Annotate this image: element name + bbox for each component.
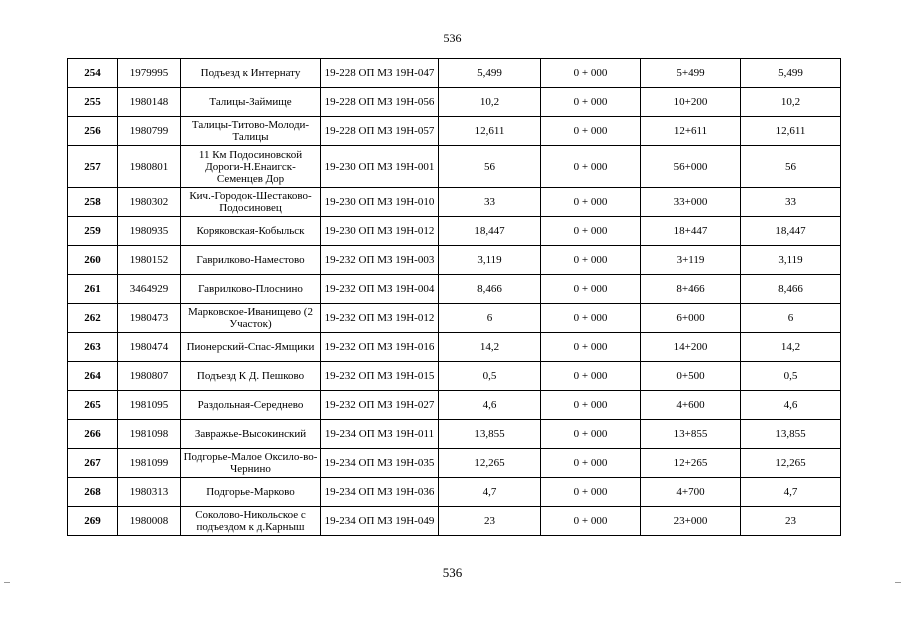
- road-id-cell: 1979995: [118, 59, 181, 88]
- end-km-cell: 3+119: [641, 246, 741, 275]
- start-km-cell: 0 + 000: [541, 88, 641, 117]
- road-id-cell: 1980799: [118, 117, 181, 146]
- end-km-cell: 56+000: [641, 146, 741, 188]
- road-code-cell: 19-228 ОП МЗ 19Н-056: [321, 88, 439, 117]
- end-km-cell: 23+000: [641, 507, 741, 536]
- row-number-cell: 262: [68, 304, 118, 333]
- length-cell: 33: [439, 188, 541, 217]
- road-name-cell: Пионерский-Спас-Ямщики: [181, 333, 321, 362]
- row-number-cell: 254: [68, 59, 118, 88]
- end-km-cell: 12+611: [641, 117, 741, 146]
- table-row: [68, 362, 841, 391]
- road-id-cell: 1980935: [118, 217, 181, 246]
- road-name-cell: Раздольная-Середнево: [181, 391, 321, 420]
- total-length-cell: 6: [741, 304, 841, 333]
- road-id-cell: 1980807: [118, 362, 181, 391]
- page-number-top: 536: [443, 31, 462, 45]
- road-code-cell: 19-230 ОП МЗ 19Н-010: [321, 188, 439, 217]
- road-id-cell: 1981095: [118, 391, 181, 420]
- total-length-cell: 10,2: [741, 88, 841, 117]
- end-km-cell: 4+600: [641, 391, 741, 420]
- start-km-cell: 0 + 000: [541, 362, 641, 391]
- table-row: [68, 391, 841, 420]
- total-length-cell: 3,119: [741, 246, 841, 275]
- total-length-cell: 13,855: [741, 420, 841, 449]
- road-code-cell: 19-234 ОП МЗ 19Н-036: [321, 478, 439, 507]
- end-km-cell: 12+265: [641, 449, 741, 478]
- page-number-bottom: 536: [442, 565, 463, 580]
- left-edge-mark: [4, 582, 10, 583]
- row-number-cell: 263: [68, 333, 118, 362]
- total-length-cell: 56: [741, 146, 841, 188]
- table-row: [68, 507, 841, 536]
- end-km-cell: 33+000: [641, 188, 741, 217]
- start-km-cell: 0 + 000: [541, 188, 641, 217]
- road-name-cell: Соколово-Никольское с подъездом к д.Карныш: [181, 507, 321, 536]
- total-length-cell: 4,7: [741, 478, 841, 507]
- start-km-cell: 0 + 000: [541, 146, 641, 188]
- road-code-cell: 19-232 ОП МЗ 19Н-012: [321, 304, 439, 333]
- start-km-cell: 0 + 000: [541, 59, 641, 88]
- table-row: [68, 420, 841, 449]
- start-km-cell: 0 + 000: [541, 304, 641, 333]
- start-km-cell: 0 + 000: [541, 507, 641, 536]
- row-number-cell: 266: [68, 420, 118, 449]
- length-cell: 23: [439, 507, 541, 536]
- road-name-cell: Завражье-Высокинский: [181, 420, 321, 449]
- total-length-cell: 12,265: [741, 449, 841, 478]
- road-id-cell: 1980152: [118, 246, 181, 275]
- roads-table: [67, 58, 841, 536]
- table-row: [68, 275, 841, 304]
- row-number-cell: 255: [68, 88, 118, 117]
- row-number-cell: 267: [68, 449, 118, 478]
- road-name-cell: Марковское-Иванищево (2 Участок): [181, 304, 321, 333]
- table-row: [68, 304, 841, 333]
- road-code-cell: 19-232 ОП МЗ 19Н-027: [321, 391, 439, 420]
- start-km-cell: 0 + 000: [541, 217, 641, 246]
- road-code-cell: 19-232 ОП МЗ 19Н-016: [321, 333, 439, 362]
- end-km-cell: 5+499: [641, 59, 741, 88]
- row-number-cell: 261: [68, 275, 118, 304]
- total-length-cell: 8,466: [741, 275, 841, 304]
- row-number-cell: 256: [68, 117, 118, 146]
- road-id-cell: 1980008: [118, 507, 181, 536]
- total-length-cell: 0,5: [741, 362, 841, 391]
- length-cell: 56: [439, 146, 541, 188]
- road-id-cell: 3464929: [118, 275, 181, 304]
- road-name-cell: Подгорье-Малое Оксило-во-Чернино: [181, 449, 321, 478]
- road-id-cell: 1981098: [118, 420, 181, 449]
- length-cell: 12,611: [439, 117, 541, 146]
- road-code-cell: 19-232 ОП МЗ 19Н-004: [321, 275, 439, 304]
- road-id-cell: 1980148: [118, 88, 181, 117]
- road-id-cell: 1980313: [118, 478, 181, 507]
- total-length-cell: 18,447: [741, 217, 841, 246]
- length-cell: 10,2: [439, 88, 541, 117]
- end-km-cell: 13+855: [641, 420, 741, 449]
- road-name-cell: 11 Км Подосиновской Дороги-Н.Енаигск-Семенцев Дор: [181, 146, 321, 188]
- road-code-cell: 19-234 ОП МЗ 19Н-035: [321, 449, 439, 478]
- end-km-cell: 8+466: [641, 275, 741, 304]
- length-cell: 4,7: [439, 478, 541, 507]
- table-row: [68, 117, 841, 146]
- total-length-cell: 12,611: [741, 117, 841, 146]
- start-km-cell: 0 + 000: [541, 117, 641, 146]
- road-id-cell: 1981099: [118, 449, 181, 478]
- row-number-cell: 260: [68, 246, 118, 275]
- total-length-cell: 23: [741, 507, 841, 536]
- end-km-cell: 18+447: [641, 217, 741, 246]
- road-name-cell: Кич.-Городок-Шестаково-Подосиновец: [181, 188, 321, 217]
- total-length-cell: 4,6: [741, 391, 841, 420]
- table-row: [68, 59, 841, 88]
- length-cell: 14,2: [439, 333, 541, 362]
- start-km-cell: 0 + 000: [541, 478, 641, 507]
- road-id-cell: 1980473: [118, 304, 181, 333]
- length-cell: 8,466: [439, 275, 541, 304]
- row-number-cell: 264: [68, 362, 118, 391]
- road-name-cell: Коряковская-Кобыльск: [181, 217, 321, 246]
- row-number-cell: 269: [68, 507, 118, 536]
- length-cell: 12,265: [439, 449, 541, 478]
- table-row: [68, 217, 841, 246]
- road-name-cell: Подъезд к Интернату: [181, 59, 321, 88]
- table-row: [68, 449, 841, 478]
- road-code-cell: 19-234 ОП МЗ 19Н-049: [321, 507, 439, 536]
- road-name-cell: Гаврилково-Наместово: [181, 246, 321, 275]
- start-km-cell: 0 + 000: [541, 449, 641, 478]
- road-code-cell: 19-230 ОП МЗ 19Н-012: [321, 217, 439, 246]
- total-length-cell: 33: [741, 188, 841, 217]
- end-km-cell: 10+200: [641, 88, 741, 117]
- road-name-cell: Талицы-Займище: [181, 88, 321, 117]
- start-km-cell: 0 + 000: [541, 391, 641, 420]
- end-km-cell: 4+700: [641, 478, 741, 507]
- length-cell: 6: [439, 304, 541, 333]
- road-id-cell: 1980474: [118, 333, 181, 362]
- road-code-cell: 19-228 ОП МЗ 19Н-047: [321, 59, 439, 88]
- length-cell: 5,499: [439, 59, 541, 88]
- start-km-cell: 0 + 000: [541, 275, 641, 304]
- road-id-cell: 1980801: [118, 146, 181, 188]
- road-id-cell: 1980302: [118, 188, 181, 217]
- start-km-cell: 0 + 000: [541, 246, 641, 275]
- end-km-cell: 0+500: [641, 362, 741, 391]
- start-km-cell: 0 + 000: [541, 420, 641, 449]
- road-code-cell: 19-234 ОП МЗ 19Н-011: [321, 420, 439, 449]
- road-name-cell: Подгорье-Марково: [181, 478, 321, 507]
- road-name-cell: Гаврилково-Плоснино: [181, 275, 321, 304]
- table-row: [68, 88, 841, 117]
- total-length-cell: 5,499: [741, 59, 841, 88]
- table-row: [68, 146, 841, 188]
- road-code-cell: 19-232 ОП МЗ 19Н-003: [321, 246, 439, 275]
- start-km-cell: 0 + 000: [541, 333, 641, 362]
- length-cell: 3,119: [439, 246, 541, 275]
- road-code-cell: 19-228 ОП МЗ 19Н-057: [321, 117, 439, 146]
- row-number-cell: 268: [68, 478, 118, 507]
- end-km-cell: 14+200: [641, 333, 741, 362]
- row-number-cell: 257: [68, 146, 118, 188]
- table-row: [68, 333, 841, 362]
- row-number-cell: 259: [68, 217, 118, 246]
- end-km-cell: 6+000: [641, 304, 741, 333]
- road-code-cell: 19-232 ОП МЗ 19Н-015: [321, 362, 439, 391]
- road-name-cell: Талицы-Титово-Молоди-Талицы: [181, 117, 321, 146]
- road-code-cell: 19-230 ОП МЗ 19Н-001: [321, 146, 439, 188]
- table-row: [68, 246, 841, 275]
- table-row: [68, 478, 841, 507]
- right-edge-mark: [895, 582, 901, 583]
- row-number-cell: 258: [68, 188, 118, 217]
- length-cell: 0,5: [439, 362, 541, 391]
- length-cell: 18,447: [439, 217, 541, 246]
- length-cell: 13,855: [439, 420, 541, 449]
- length-cell: 4,6: [439, 391, 541, 420]
- road-name-cell: Подъезд К Д. Пешково: [181, 362, 321, 391]
- row-number-cell: 265: [68, 391, 118, 420]
- total-length-cell: 14,2: [741, 333, 841, 362]
- table-row: [68, 188, 841, 217]
- table-body: [68, 59, 841, 536]
